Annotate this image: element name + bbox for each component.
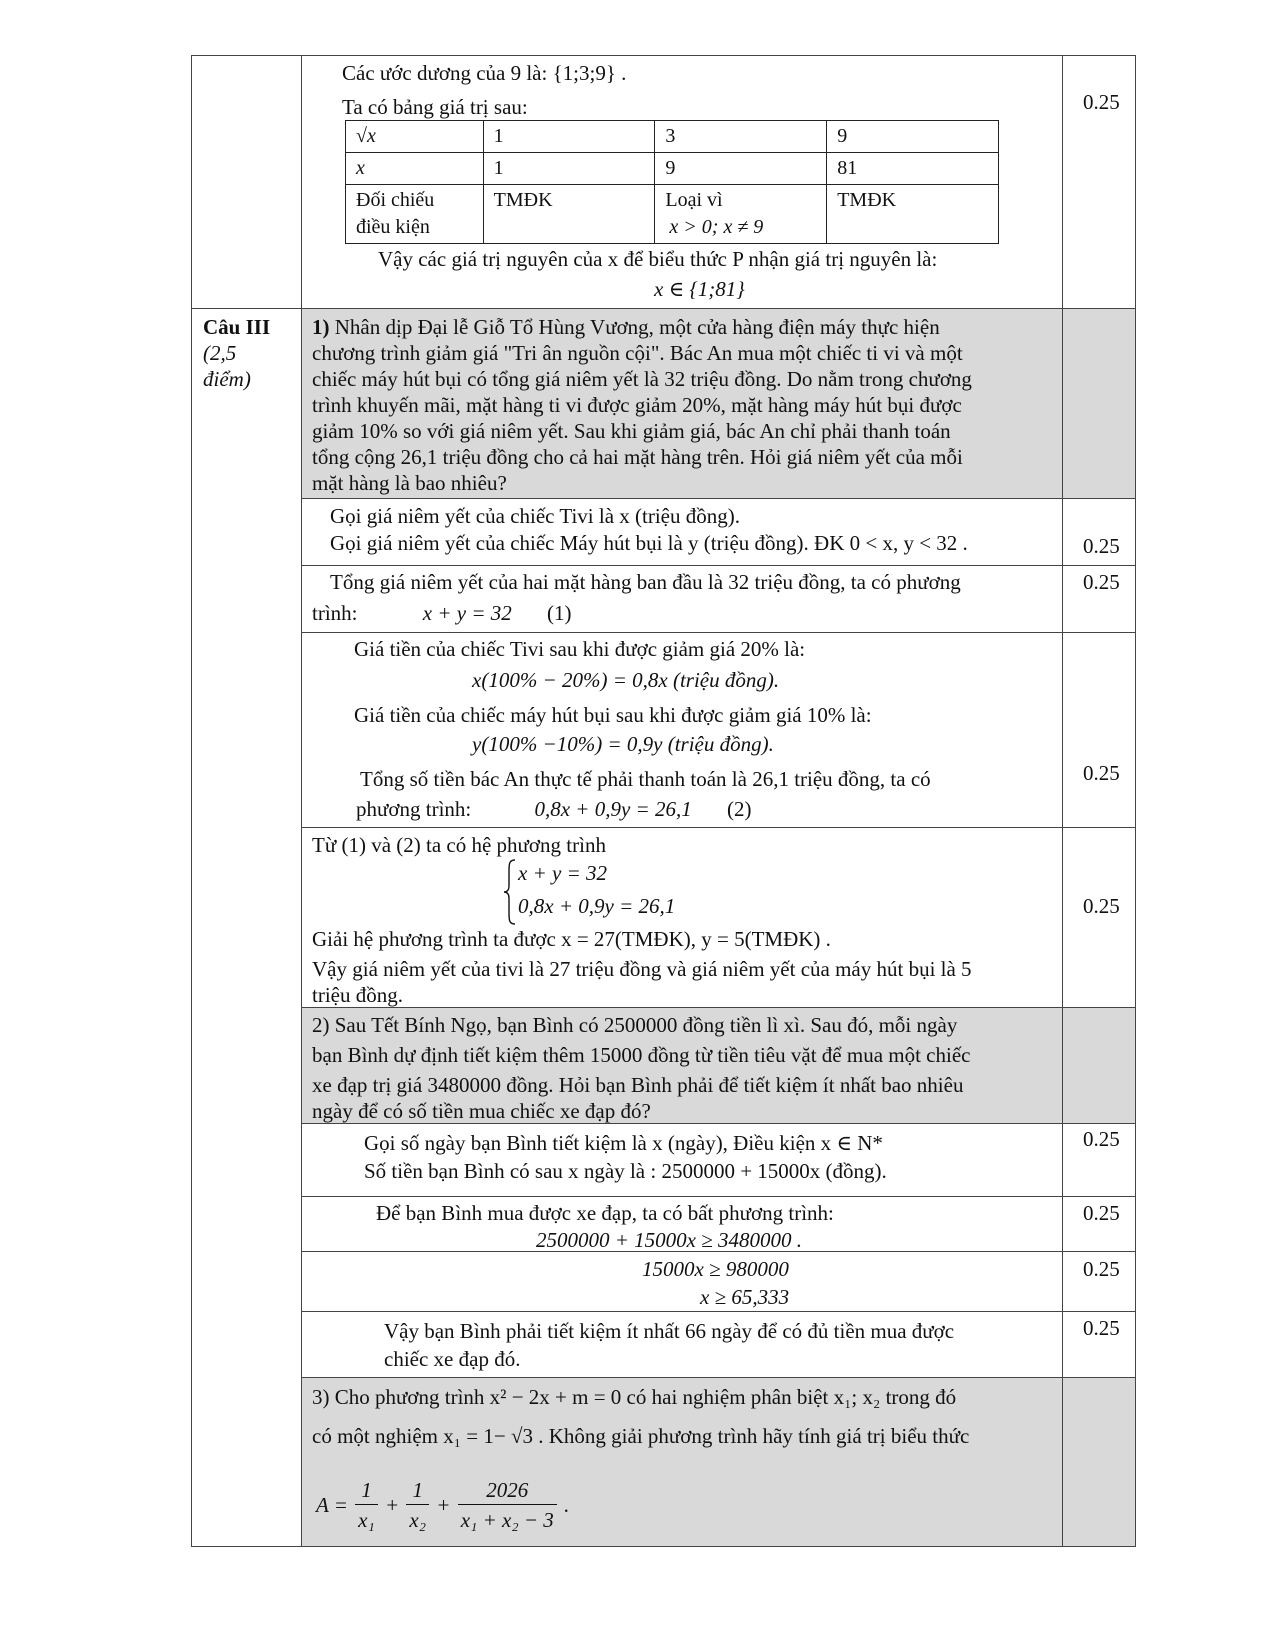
problem-1-text: tổng cộng 26,1 triệu đồng cho cả hai mặt hàng trên. Hỏi giá niêm yết của mỗi xyxy=(312,445,963,469)
grid-line xyxy=(301,55,302,1546)
equation: x ≥ 65,333 xyxy=(700,1285,790,1309)
table-cell: 1 xyxy=(483,153,655,185)
table-cell: x xyxy=(346,153,484,185)
grid-line xyxy=(301,632,1136,633)
table-cell xyxy=(346,185,484,244)
row-label-line: Đối chiếu xyxy=(356,189,435,211)
question-points: (2,5 xyxy=(203,341,237,365)
solution-line: phương trình: 0,8x + 0,9y = 26,1 (2) xyxy=(356,797,752,821)
score: 0.25 xyxy=(1083,761,1120,785)
solution-line: Gọi giá niêm yết của chiếc Máy hút bụi là y (triệu đồng). ĐK 0 < x, y < 32 . xyxy=(330,531,968,555)
system-eq-2: 0,8x + 0,9y = 26,1 xyxy=(518,894,676,918)
expression-A: A = $\frac{1}{\text{x₁}}$ + $\frac{1}{\text{x₂}}$ + $\frac{2026}{\text{x₁ + x₂ − 3}}$ . xyxy=(316,1476,569,1535)
grid-line xyxy=(301,565,1136,566)
divisors-line: Các ước dương của 9 là: {1;3;9} . xyxy=(342,61,627,85)
problem-3-text: có một nghiệm x₁ = 1− √3 . Không giải phương trình hãy tính giá trị biểu thức xyxy=(312,1424,970,1448)
problem-1-text: chương trình giảm giá "Tri ân nguồn cội". Bác An mua một chiếc ti vi và một xyxy=(312,341,963,365)
problem-1-text: chiếc máy hút bụi có tổng giá niêm yết là 32 triệu đồng. Do nằm trong chương xyxy=(312,367,972,391)
solution-line: Giải hệ phương trình ta được x = 27(TMĐK), y = 5(TMĐK) . xyxy=(312,927,831,951)
question-points: điểm) xyxy=(203,367,251,391)
table-cell: TMĐK xyxy=(483,185,655,244)
problem-2-text: ngày để có số tiền mua chiếc xe đạp đó? xyxy=(312,1099,651,1123)
score: 0.25 xyxy=(1083,1257,1120,1281)
solution-line: Vậy bạn Bình phải tiết kiệm ít nhất 66 ngày để có đủ tiền mua được xyxy=(384,1319,955,1343)
fraction: $\frac{1}{\text{x₂}}$ xyxy=(406,1476,429,1535)
equation: x(100% − 20%) = 0,8x (triệu đồng). xyxy=(472,668,780,692)
grid-line xyxy=(191,1546,1136,1547)
score: 0.25 xyxy=(1083,1316,1120,1340)
problem-1-text: trình khuyến mãi, mặt hàng ti vi được giảm 20%, mặt hàng máy hút bụi được xyxy=(312,393,962,417)
solution-line: Từ (1) và (2) ta có hệ phương trình xyxy=(312,833,606,857)
system-eq-1: x + y = 32 xyxy=(518,861,607,885)
conclusion-set: x ∈ {1;81} xyxy=(654,277,745,301)
solution-line: Vậy giá niêm yết của tivi là 27 triệu đồng và giá niêm yết của máy hút bụi là 5 xyxy=(312,957,972,981)
question-label: Câu III xyxy=(203,315,271,339)
solution-line: Giá tiền của chiếc máy hút bụi sau khi được giảm giá 10% là: xyxy=(354,703,872,727)
grid-line xyxy=(301,1377,1136,1378)
table-cell: 9 xyxy=(827,121,999,153)
score: 0.25 xyxy=(1083,894,1120,918)
equation: y(100% −10%) = 0,9y (triệu đồng). xyxy=(472,732,774,756)
solution-line: Gọi giá niêm yết của chiếc Tivi là x (triệu đồng). xyxy=(330,504,740,528)
problem-3-text: 3) Cho phương trình x² − 2x + m = 0 có hai nghiệm phân biệt x₁; x₂ trong đó xyxy=(312,1385,957,1409)
grid-line xyxy=(301,1311,1136,1312)
equation: 2500000 + 15000x ≥ 3480000 . xyxy=(536,1228,803,1252)
grid-line xyxy=(301,498,1136,499)
table-row xyxy=(346,153,999,185)
table-cell: 81 xyxy=(827,153,999,185)
solution-line: chiếc xe đạp đó. xyxy=(384,1347,521,1371)
value-table xyxy=(345,120,999,244)
solution-line: Giá tiền của chiếc Tivi sau khi được giảm giá 20% là: xyxy=(354,637,806,661)
table-cell: 1 xyxy=(483,121,655,153)
score: 0.25 xyxy=(1083,1201,1120,1225)
equation-tag: (1) xyxy=(546,601,572,625)
grid-line xyxy=(191,55,1136,56)
grid-line xyxy=(301,1007,1136,1008)
problem-1-text: 1) Nhân dịp Đại lễ Giỗ Tổ Hùng Vương, một cửa hàng điện máy thực hiện xyxy=(312,315,940,339)
grid-line xyxy=(191,55,192,1546)
problem-1-text: giảm 10% so với giá niêm yết. Sau khi giảm giá, bác An chỉ phải thanh toán xyxy=(312,419,951,443)
system-brace-icon xyxy=(503,858,517,926)
score: 0.25 xyxy=(1083,534,1120,558)
solution-line: Tổng giá niêm yết của hai mặt hàng ban đầu là 32 triệu đồng, ta có phương xyxy=(330,570,961,594)
equation: 0,8x + 0,9y = 26,1 xyxy=(534,797,692,821)
score: 0.25 xyxy=(1083,1127,1120,1151)
row-label-line: điều kiện xyxy=(356,216,430,238)
problem-2-text: bạn Bình dự định tiết kiệm thêm 15000 đồng từ tiền tiêu vặt để mua một chiếc xyxy=(312,1043,971,1067)
score-top: 0.25 xyxy=(1083,90,1120,114)
solution-line: trình: x + y = 32 (1) xyxy=(312,601,572,625)
conclusion-line: Vậy các giá trị nguyên của x để biểu thức P nhận giá trị nguyên là: xyxy=(378,247,938,271)
grid-line xyxy=(301,827,1136,828)
problem-2-text: xe đạp trị giá 3480000 đồng. Hỏi bạn Bình phải để tiết kiệm ít nhất bao nhiêu xyxy=(312,1073,964,1097)
reject-label: Loại vì xyxy=(665,189,723,211)
fraction: $\frac{2026}{\text{x₁ + x₂ − 3}}$ xyxy=(458,1476,557,1535)
equation: 15000x ≥ 980000 xyxy=(642,1257,789,1281)
table-cell: 3 xyxy=(655,121,827,153)
table-intro: Ta có bảng giá trị sau: xyxy=(342,95,528,119)
score: 0.25 xyxy=(1083,570,1120,594)
solution-line: Số tiền bạn Bình có sau x ngày là : 2500000 + 15000x (đồng). xyxy=(364,1159,887,1183)
equation: x + y = 32 xyxy=(422,601,512,625)
table-cell: 9 xyxy=(655,153,827,185)
table-row xyxy=(346,185,999,244)
solution-line: triệu đồng. xyxy=(312,983,403,1007)
equation-tag: (2) xyxy=(726,797,752,821)
grid-line xyxy=(191,308,1136,309)
reject-condition: x > 0; x ≠ 9 xyxy=(669,216,764,238)
problem-2-text: 2) Sau Tết Bính Ngọ, bạn Bình có 2500000 đồng tiền lì xì. Sau đó, mỗi ngày xyxy=(312,1013,958,1037)
table-row xyxy=(346,121,999,153)
grid-line xyxy=(301,1196,1136,1197)
table-cell: TMĐK xyxy=(827,185,999,244)
problem-1-text: mặt hàng là bao nhiêu? xyxy=(312,471,507,495)
grid-line xyxy=(1062,55,1063,1546)
fraction: $\frac{1}{\text{x₁}}$ xyxy=(355,1476,378,1535)
solution-line: Gọi số ngày bạn Bình tiết kiệm là x (ngày), Điều kiện x ∈ N* xyxy=(364,1131,883,1155)
solution-line: Tổng số tiền bác An thực tế phải thanh toán là 26,1 triệu đồng, ta có xyxy=(360,767,931,791)
table-cell xyxy=(655,185,827,244)
solution-line: Để bạn Bình mua được xe đạp, ta có bất phương trình: xyxy=(376,1201,834,1225)
table-cell: √x xyxy=(346,121,484,153)
